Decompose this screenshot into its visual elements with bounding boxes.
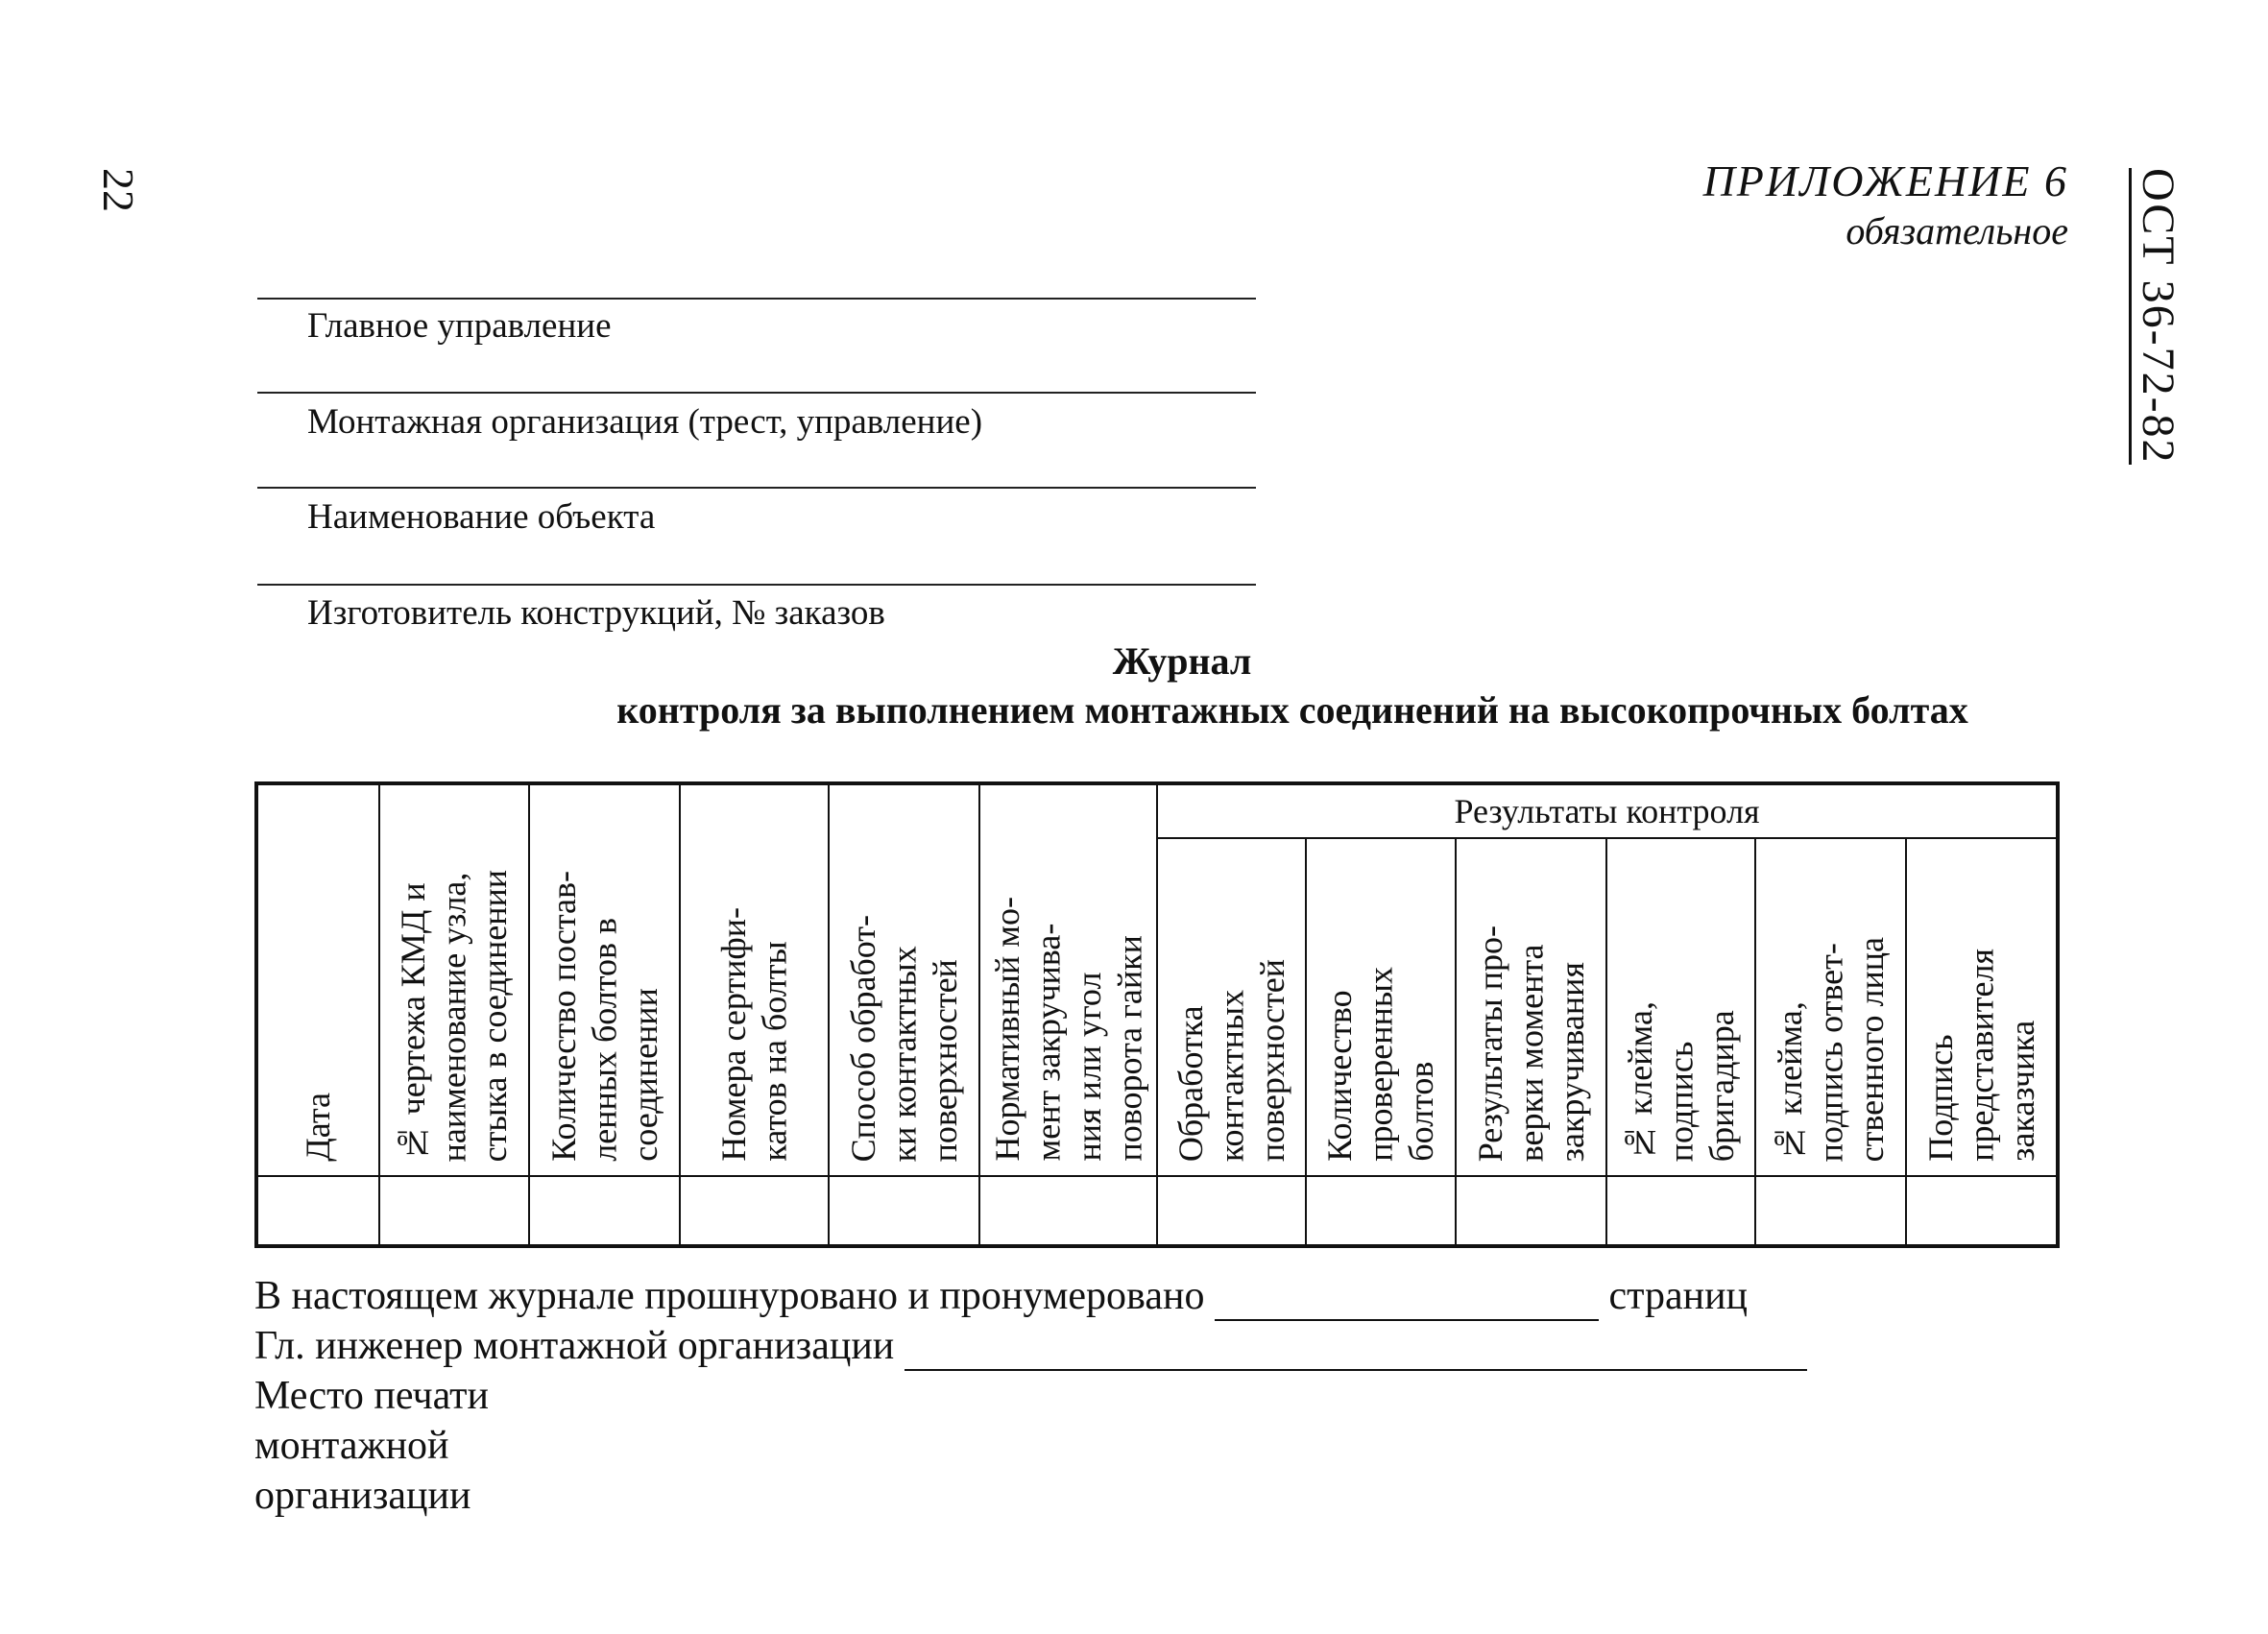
column-header: Номера сертифи- катов на болты bbox=[680, 783, 829, 1176]
page-number: 22 bbox=[94, 168, 143, 212]
table-cell[interactable] bbox=[1306, 1176, 1456, 1246]
column-header: Количество постав- ленных болтов в соединении bbox=[529, 783, 680, 1176]
field-rule bbox=[257, 487, 1256, 489]
table-cell[interactable] bbox=[1456, 1176, 1606, 1246]
column-header: Обработка контактных поверхностей bbox=[1157, 838, 1306, 1176]
column-header: № клейма, подпись бригадира bbox=[1606, 838, 1755, 1176]
journal-table bbox=[254, 781, 2060, 1248]
table-cell[interactable] bbox=[379, 1176, 529, 1246]
document-code: ОСТ 36-72-82 bbox=[2129, 168, 2184, 465]
group-header: Результаты контроля bbox=[1157, 783, 2058, 838]
column-header: Нормативный мо- мент закручива- ния или угол поворота гайки bbox=[979, 783, 1157, 1176]
stamp-label-line-2: монтажной bbox=[254, 1424, 449, 1468]
field-rule bbox=[257, 298, 1256, 300]
column-header: Подпись представителя заказчика bbox=[1906, 838, 2058, 1176]
table-cell[interactable] bbox=[680, 1176, 829, 1246]
column-header: Способ обработ- ки контактных поверхностей bbox=[829, 783, 979, 1176]
field-main-department[interactable]: Главное управление bbox=[307, 306, 612, 346]
engineer-signature-blank[interactable] bbox=[905, 1323, 1807, 1371]
table-cell[interactable] bbox=[1157, 1176, 1306, 1246]
field-rule bbox=[257, 392, 1256, 394]
appendix-title: ПРИЛОЖЕНИЕ 6 bbox=[1702, 156, 2068, 205]
footer-pages-line: В настоящем журнале прошнуровано и пронумеровано страниц bbox=[254, 1273, 1748, 1321]
table-row bbox=[256, 1176, 2058, 1246]
table-cell[interactable] bbox=[1606, 1176, 1755, 1246]
pages-count-blank[interactable] bbox=[1215, 1273, 1599, 1321]
table-cell[interactable] bbox=[256, 1176, 379, 1246]
field-manufacturer[interactable]: Изготовитель конструкций, № заказов bbox=[307, 593, 885, 633]
field-installation-org[interactable]: Монтажная организация (трест, управление) bbox=[307, 402, 983, 442]
footer-engineer-line: Гл. инженер монтажной организации bbox=[254, 1323, 1807, 1371]
appendix-subtitle: обязательное bbox=[1846, 209, 2068, 252]
column-header: Количество проверенных болтов bbox=[1306, 838, 1456, 1176]
table-cell[interactable] bbox=[979, 1176, 1157, 1246]
column-header: № клейма, подпись ответ- ственного лица bbox=[1755, 838, 1906, 1176]
journal-subtitle: контроля за выполнением монтажных соединений на высокопрочных болтах bbox=[616, 688, 1968, 732]
stamp-label-line-3: организации bbox=[254, 1474, 471, 1518]
column-header: Результаты про- верки момента закручивания bbox=[1456, 838, 1606, 1176]
table-cell[interactable] bbox=[1755, 1176, 1906, 1246]
table-cell[interactable] bbox=[529, 1176, 680, 1246]
field-object-name[interactable]: Наименование объекта bbox=[307, 497, 656, 537]
journal-title: Журнал bbox=[1112, 639, 1252, 683]
column-header: № чертежа КМД и наименование узла, стыка в соединении bbox=[379, 783, 529, 1176]
column-header: Дата bbox=[256, 783, 379, 1176]
stamp-label-line-1: Место печати bbox=[254, 1374, 490, 1418]
table-cell[interactable] bbox=[1906, 1176, 2058, 1246]
field-rule bbox=[257, 584, 1256, 586]
table-cell[interactable] bbox=[829, 1176, 979, 1246]
